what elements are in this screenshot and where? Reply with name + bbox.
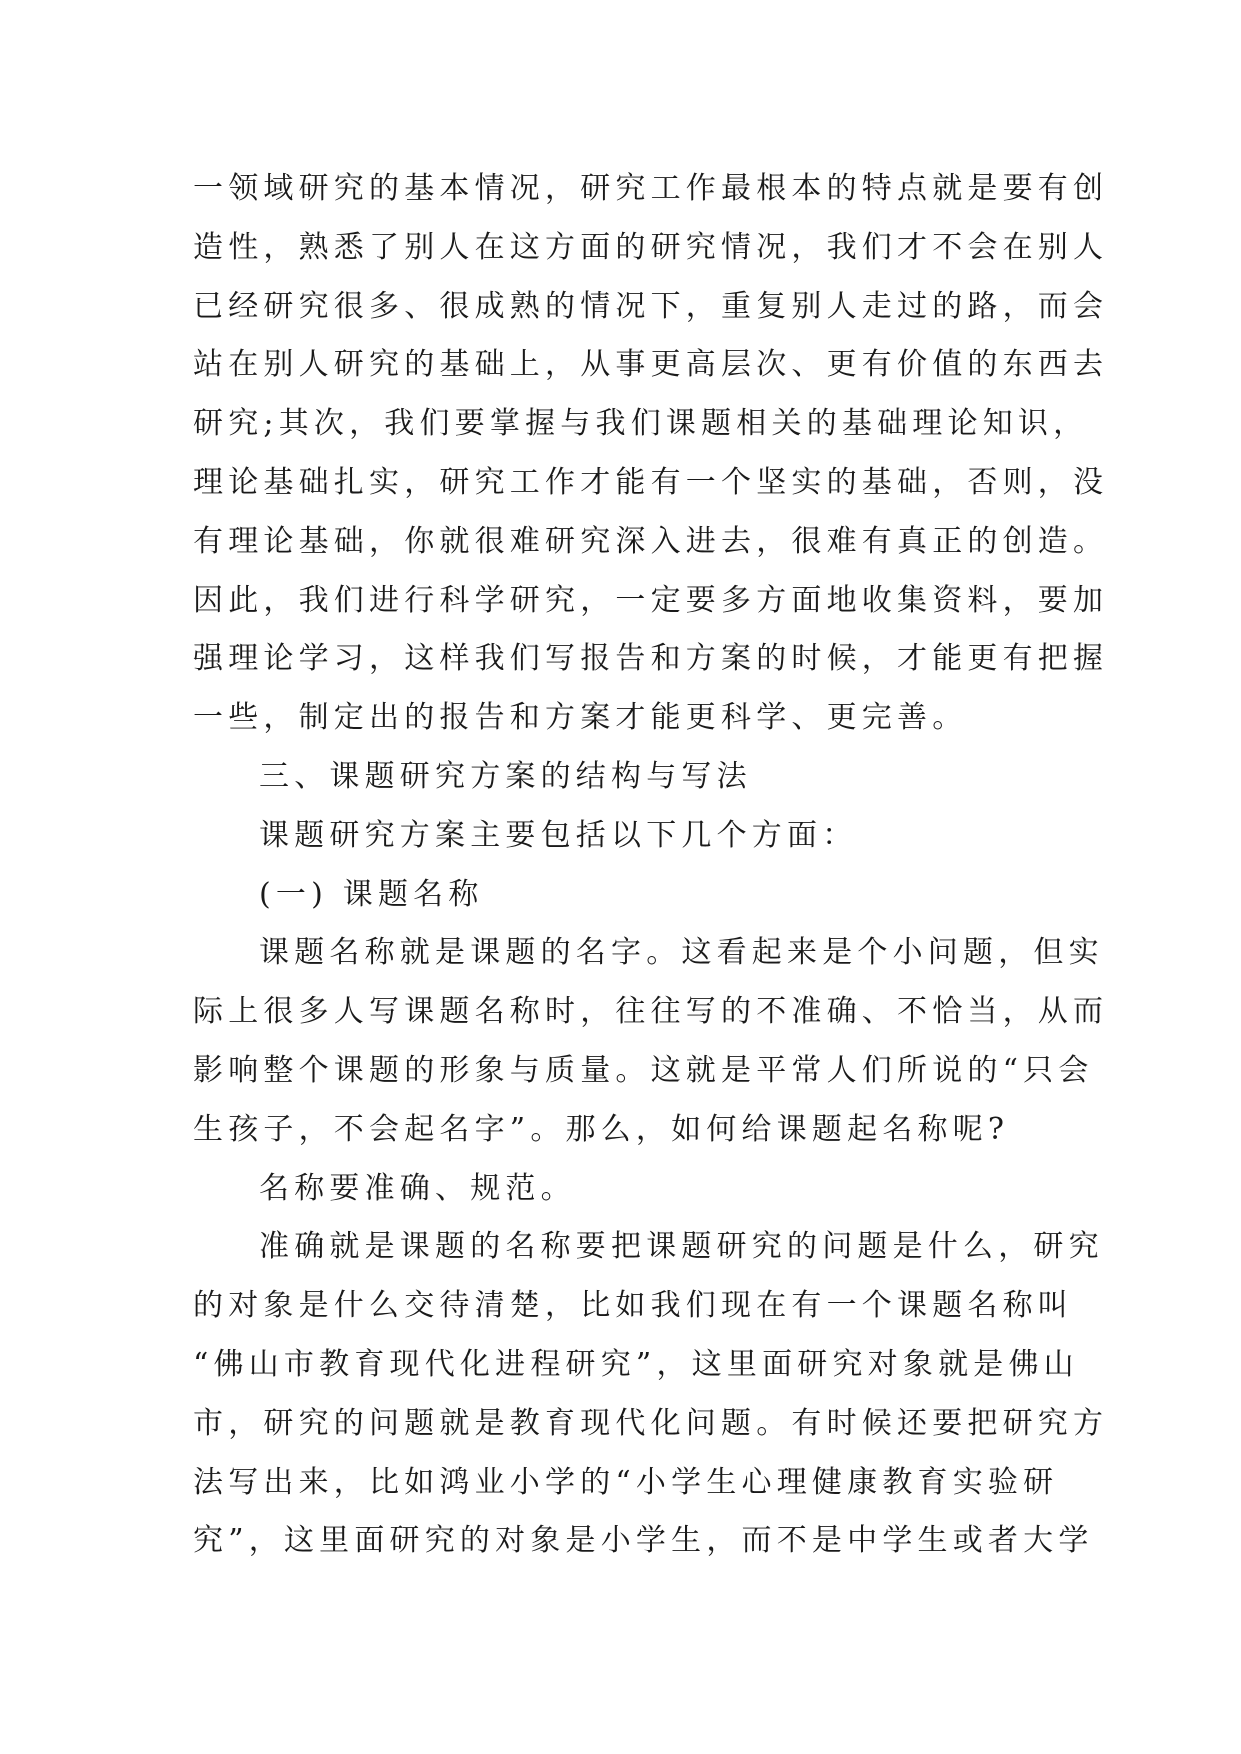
text-line: 生孩子，不会起名字”。那么，如何给课题起名称呢? <box>193 1111 1010 1147</box>
text-line: 有理论基础，你就很难研究深入进去，很难有真正的创造。 <box>193 523 1109 559</box>
document-body <box>193 160 1109 1571</box>
text-line: 名称要准确、规范。 <box>259 1170 576 1206</box>
text-line: 造性，熟悉了别人在这方面的研究情况，我们才不会在别人 <box>193 229 1109 265</box>
text-line: 一些，制定出的报告和方案才能更科学、更完善。 <box>193 700 968 736</box>
text-line: 理论基础扎实，研究工作才能有一个坚实的基础，否则，没 <box>193 464 1109 500</box>
text-line: 际上很多人写课题名称时，往往写的不准确、不恰当，从而 <box>193 994 1109 1030</box>
text-line: 究”，这里面研究的对象是小学生，而不是中学生或者大学 <box>193 1523 1094 1559</box>
text-line: 一领域研究的基本情况，研究工作最根本的特点就是要有创 <box>193 171 1109 206</box>
text-line: 强理论学习，这样我们写报告和方案的时候，才能更有把握 <box>193 641 1109 677</box>
text-line: 市，研究的问题就是教育现代化问题。有时候还要把研究方 <box>193 1405 1109 1441</box>
section-heading: 三、课题研究方案的结构与写法 <box>259 758 752 794</box>
text-line: 已经研究很多、很成熟的情况下，重复别人走过的路，而会 <box>193 288 1109 324</box>
text-line: 法写出来，比如鸿业小学的“小学生心理健康教育实验研 <box>193 1464 1059 1500</box>
subsection-heading: (一) 课题名称 <box>259 876 484 912</box>
text-line: 因此，我们进行科学研究，一定要多方面地收集资料，要加 <box>193 582 1109 618</box>
text-line: 的对象是什么交待清楚，比如我们现在有一个课题名称叫 <box>193 1288 1073 1324</box>
text-line: 课题名称就是课题的名字。这看起来是个小问题，但实 <box>259 935 1104 971</box>
text-line: “佛山市教育现代化进程研究”，这里面研究对象就是佛山 <box>193 1346 1079 1382</box>
text-line: 研究;其次，我们要掌握与我们课题相关的基础理论知识， <box>193 406 1089 442</box>
text-line: 课题研究方案主要包括以下几个方面： <box>259 817 858 853</box>
text-line: 站在别人研究的基础上，从事更高层次、更有价值的东西去 <box>193 347 1109 383</box>
text-line: 准确就是课题的名称要把课题研究的问题是什么，研究 <box>259 1229 1104 1265</box>
text-line: 影响整个课题的形象与质量。这就是平常人们所说的“只会 <box>193 1052 1094 1088</box>
